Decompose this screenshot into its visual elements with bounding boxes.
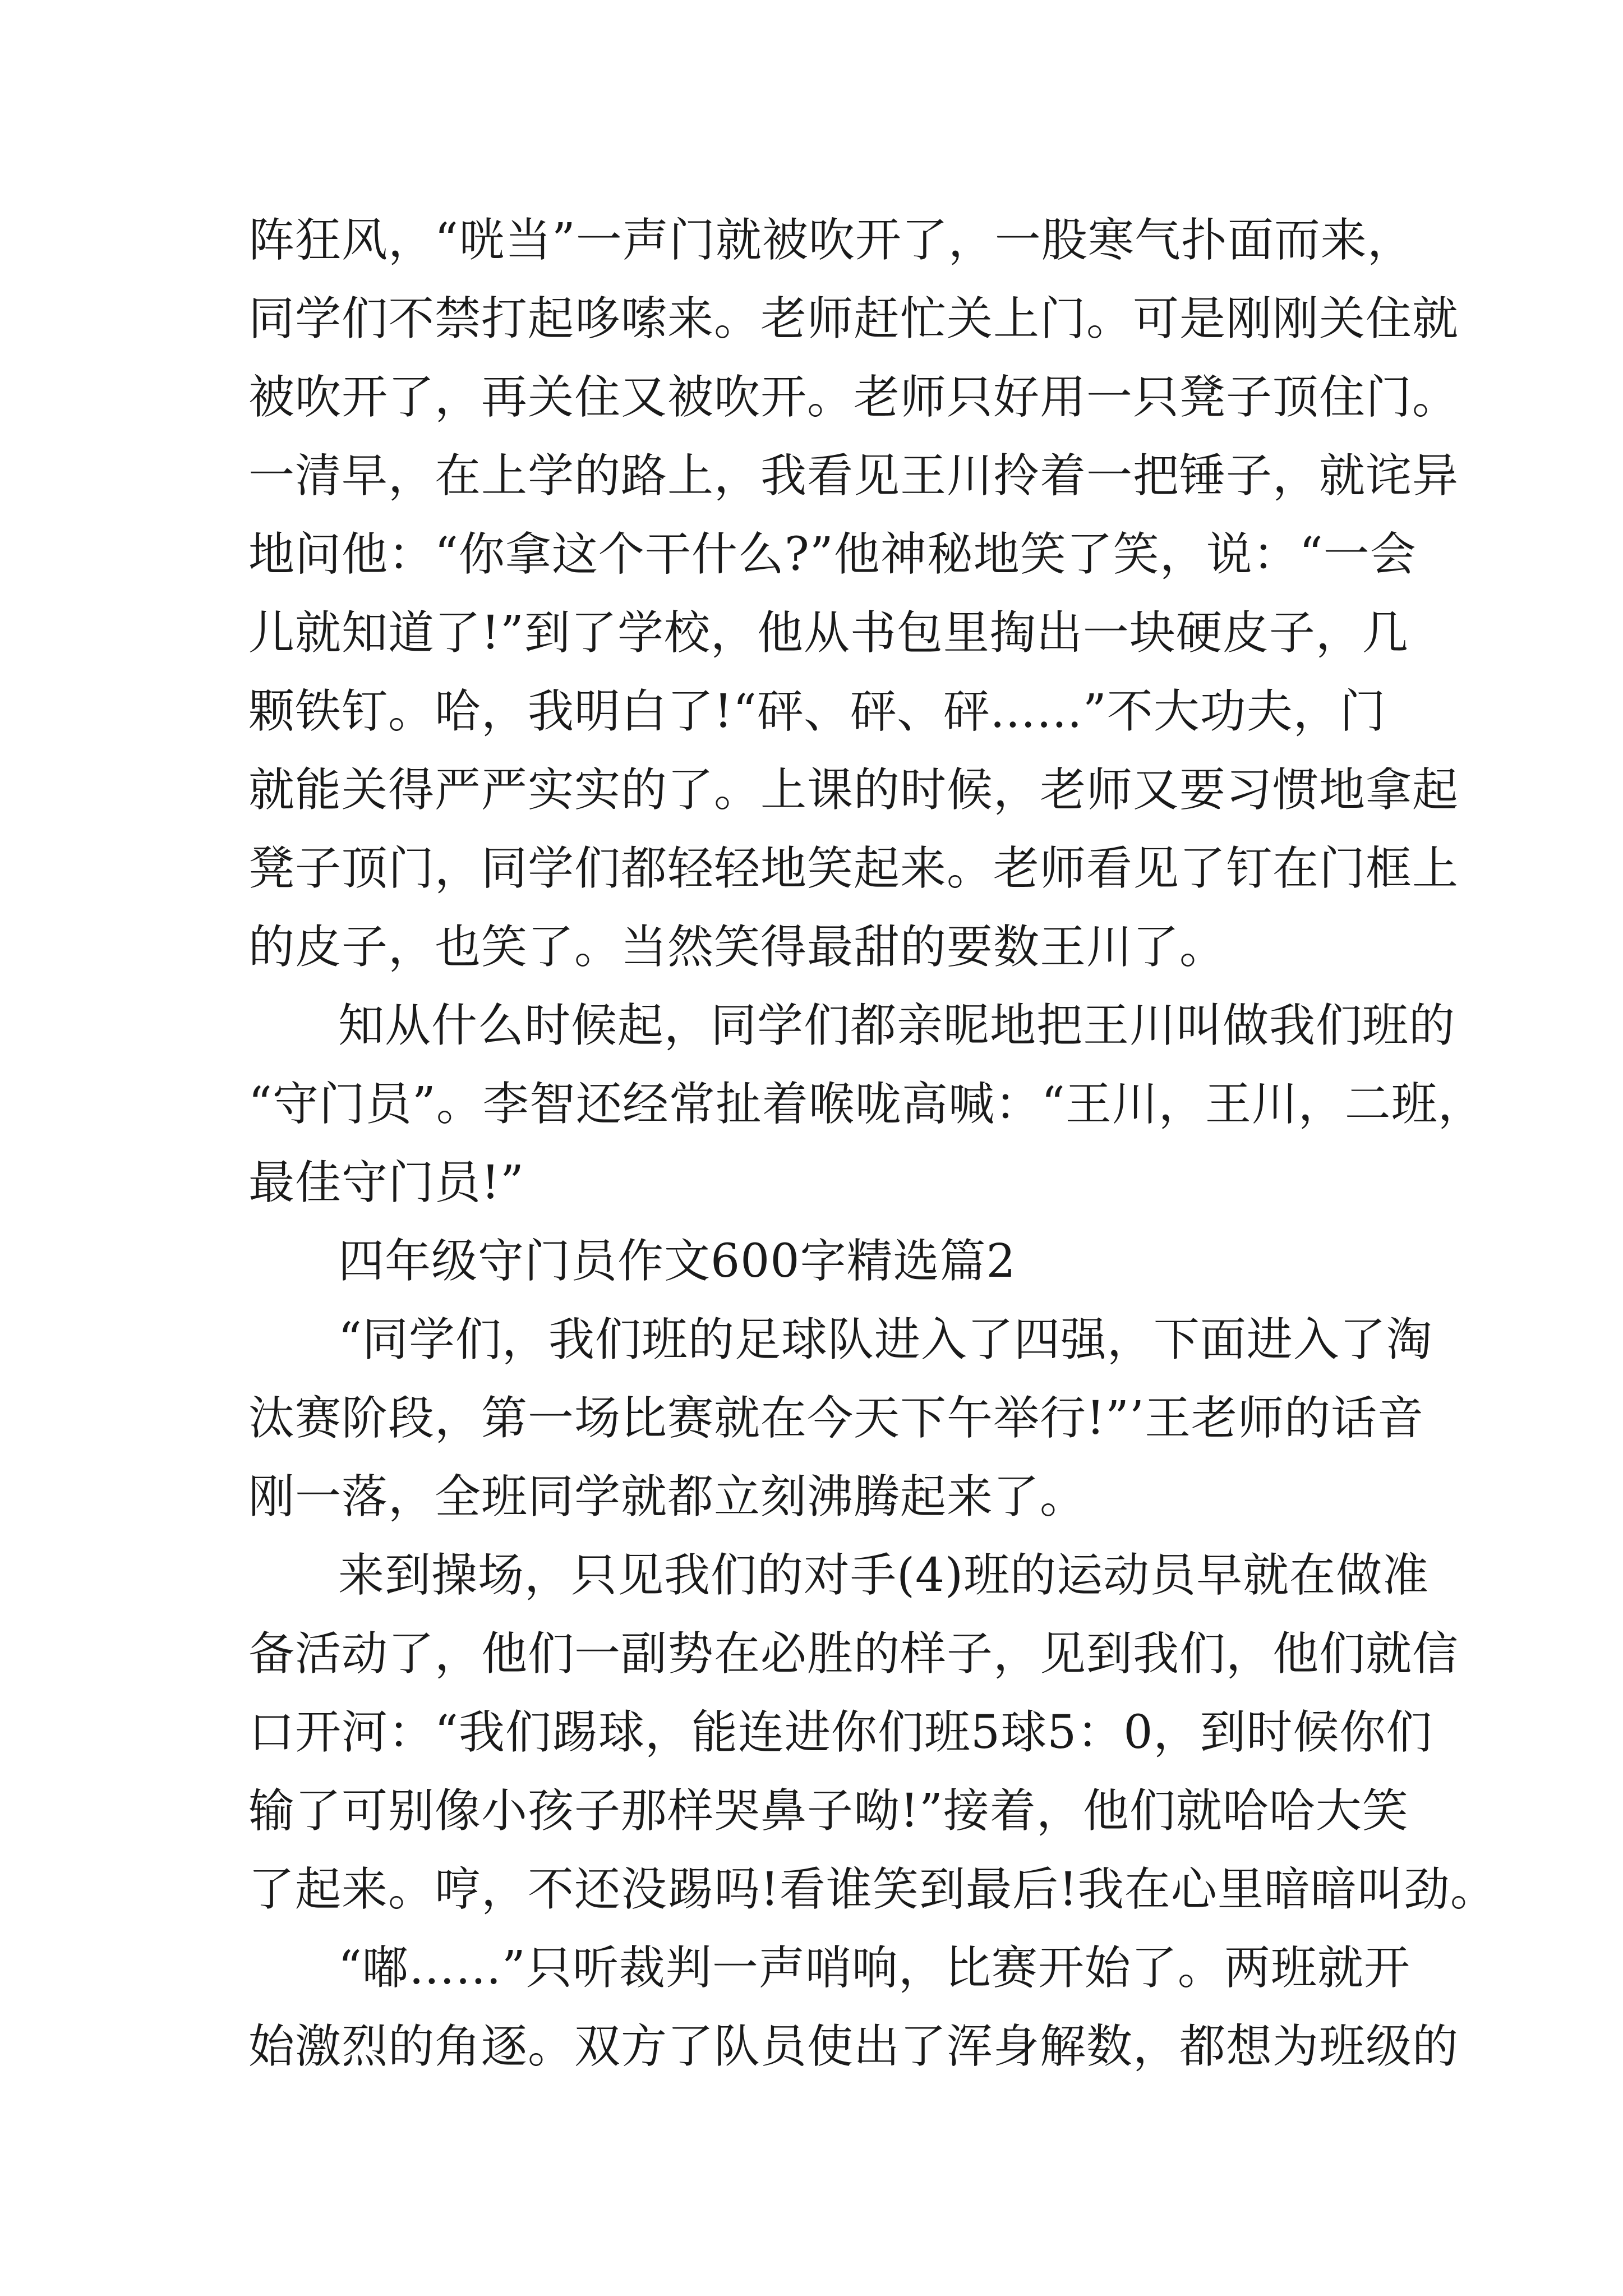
text-line: 输了可别像小孩子那样哭鼻子呦!”接着，他们就哈哈大笑 xyxy=(248,1784,1409,1838)
paragraph-start-line: 来到操场，只见我们的对手(4)班的运动员早就在做准 xyxy=(338,1549,1430,1602)
text-line: 阵狂风，“咣当”一声门就被吹开了，一股寒气扑面而来， xyxy=(248,214,1414,267)
text-line: 汰赛阶段，第一场比赛就在今天下午举行!”’王老师的话音 xyxy=(248,1392,1424,1445)
text-line: 地问他：“你拿这个干什么?”他神秘地笑了笑，说：“一会 xyxy=(248,528,1417,581)
text-line: 同学们不禁打起哆嗦来。老师赶忙关上门。可是刚刚关住就 xyxy=(248,292,1459,346)
text-line: 最佳守门员!” xyxy=(248,1156,524,1209)
paragraph-start-line: “同学们，我们班的足球队进入了四强，下面进入了淘 xyxy=(338,1313,1433,1366)
text-line: 颗铁钉。哈，我明白了!“砰、砰、砰……”不大功夫，门 xyxy=(248,685,1386,738)
text-line: 就能关得严严实实的了。上课的时候，老师又要习惯地拿起 xyxy=(248,763,1459,817)
text-line: 的皮子，也笑了。当然笑得最甜的要数王川了。 xyxy=(248,921,1227,974)
text-line: 了起来。哼，不还没踢吗!看谁笑到最后!我在心里暗暗叫劲。 xyxy=(248,1863,1497,1916)
text-line: 口开河：“我们踢球，能连进你们班5球5：0，到时候你们 xyxy=(248,1706,1433,1759)
text-line: 始激烈的角逐。双方了队员使出了浑身解数，都想为班级的 xyxy=(248,2020,1459,2073)
text-line: 凳子顶门，同学们都轻轻地笑起来。老师看见了钉在门框上 xyxy=(248,842,1459,895)
section-heading: 四年级守门员作文600字精选篇2 xyxy=(338,1235,1016,1288)
text-line: “守门员”。李智还经常扯着喉咙高喊：“王川，王川，二班， xyxy=(248,1078,1484,1131)
text-line: 被吹开了，再关住又被吹开。老师只好用一只凳子顶住门。 xyxy=(248,371,1459,424)
text-line: 一清早，在上学的路上，我看见王川拎着一把锤子，就诧异 xyxy=(248,449,1459,503)
paragraph-start-line: “嘟……”只听裁判一声哨响，比赛开始了。两班就开 xyxy=(338,1941,1410,1995)
text-line: 儿就知道了!”到了学校，他从书包里掏出一块硬皮子，几 xyxy=(248,606,1409,660)
paragraph-start-line: 知从什么时候起，同学们都亲昵地把王川叫做我们班的 xyxy=(338,999,1456,1052)
text-line: 备活动了，他们一副势在必胜的样子，见到我们，他们就信 xyxy=(248,1627,1459,1681)
text-line: 刚一落，全班同学就都立刻沸腾起来了。 xyxy=(248,1470,1087,1524)
